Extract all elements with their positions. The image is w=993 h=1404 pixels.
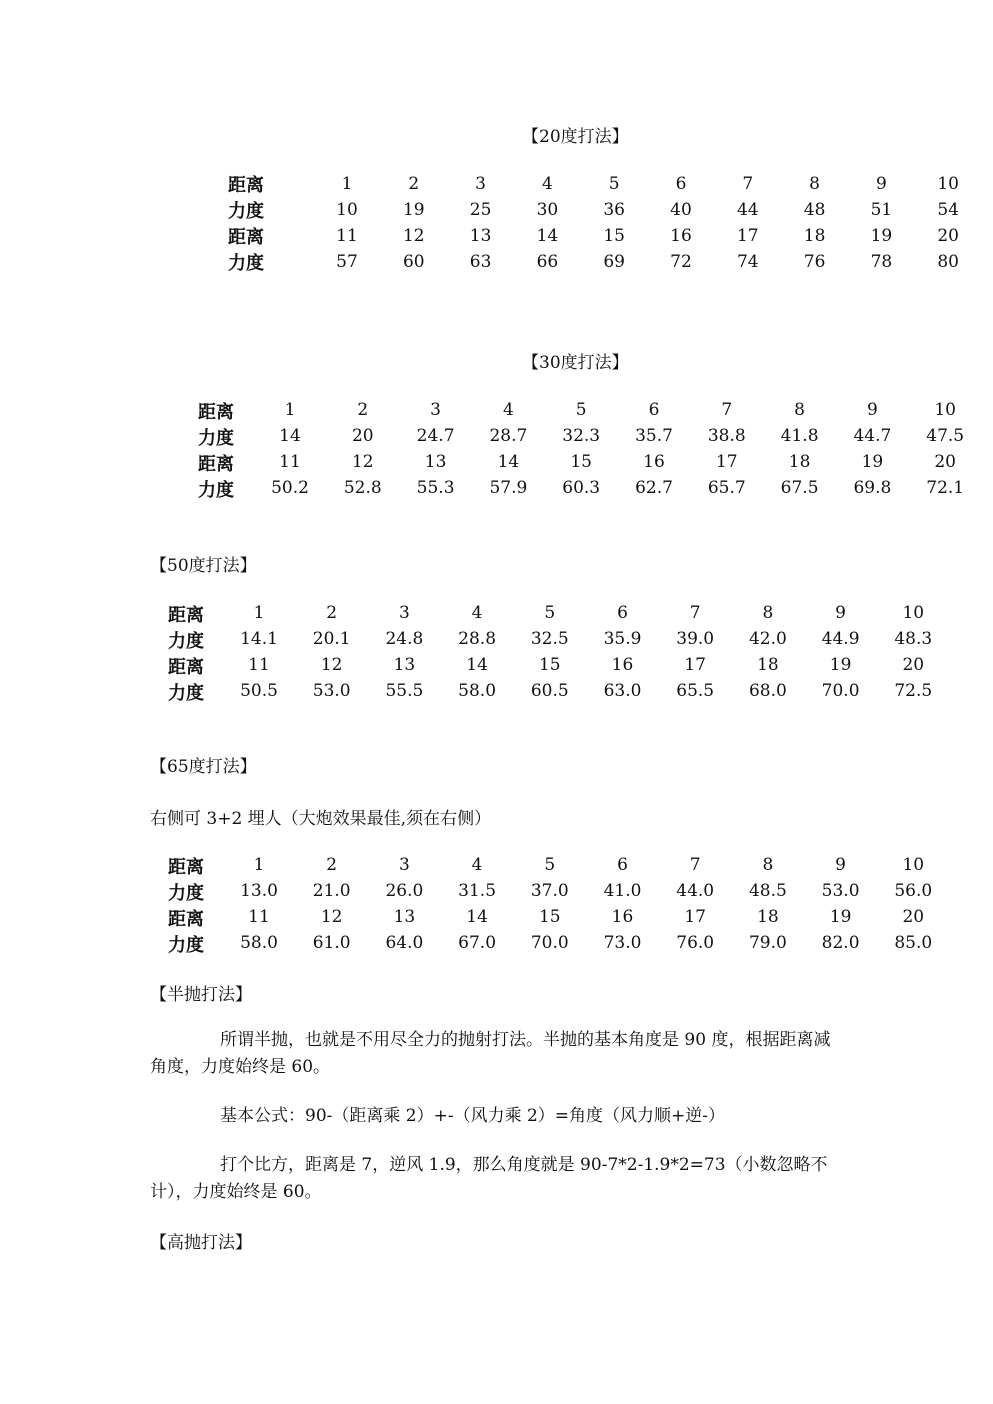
table-cell: 1 (253, 603, 265, 623)
table-cell: 2 (326, 855, 338, 875)
table-cell: 13 (393, 655, 416, 675)
table-cell: 79.0 (748, 933, 787, 953)
table-cell: 13 (424, 452, 447, 472)
table-cell: 19 (861, 452, 884, 472)
table-cell: 9 (835, 855, 846, 875)
row-label: 力度 (228, 201, 264, 222)
table-cell: 48.5 (748, 881, 787, 901)
row-label: 距离 (168, 605, 204, 626)
table-cell: 44.9 (821, 629, 860, 649)
table-cell: 16 (611, 655, 634, 675)
half-throw-example: 打个比方，距离是 7，逆风 1.9，那么角度就是 90-7*2-1.9*2=73（小数忽略不计），力度始终是 60。 (150, 1155, 828, 1202)
table-cell: 10 (336, 200, 358, 220)
table-cell: 65.7 (707, 478, 746, 498)
row-label: 力度 (168, 883, 204, 904)
row-label: 距离 (168, 857, 204, 878)
table-cell: 19 (829, 655, 852, 675)
table-cell: 66 (536, 252, 559, 272)
table-cell: 15 (538, 907, 561, 927)
table-cell: 13 (469, 226, 492, 246)
table-cell: 19 (829, 907, 852, 927)
table-cell: 20 (934, 452, 956, 472)
row-label: 力度 (228, 253, 264, 274)
table-cell: 57.9 (489, 478, 528, 498)
table-cell: 2 (357, 400, 369, 420)
table-cell: 58.0 (240, 933, 278, 953)
table-cell: 8 (809, 174, 820, 194)
high-throw-title: 【高抛打法】 (150, 1233, 252, 1253)
table-cell: 61.0 (312, 933, 351, 953)
table-cell: 42.0 (748, 629, 787, 649)
table-cell: 12 (402, 226, 425, 246)
table-cell: 14.1 (240, 629, 278, 649)
row-label: 距离 (198, 402, 234, 423)
table-cell: 7 (689, 855, 701, 875)
table-cell: 52.8 (343, 478, 382, 498)
table-cell: 55.3 (416, 478, 455, 498)
table-cell: 7 (689, 603, 701, 623)
half-throw-formula: 基本公式：90-（距离乘 2）+-（风力乘 2）=角度（风力顺+逆-） (220, 1106, 726, 1126)
table-cell: 15 (603, 226, 625, 246)
table-cell: 10 (934, 400, 956, 420)
table-cell: 20.1 (312, 629, 351, 649)
table-cell: 55.5 (385, 681, 424, 701)
table-cell: 11 (248, 907, 270, 927)
table-cell: 4 (471, 603, 483, 623)
table-cell: 54 (937, 200, 959, 220)
table-title-65: 【65度打法】 (150, 757, 257, 777)
table-cell: 8 (762, 603, 774, 623)
table-cell: 32.3 (562, 426, 601, 446)
table-cell: 16 (643, 452, 665, 472)
table-cell: 4 (471, 855, 483, 875)
table-cell: 13 (393, 907, 416, 927)
table-cell: 11 (248, 655, 270, 675)
table-cell: 12 (320, 655, 343, 675)
row-label: 距离 (168, 909, 204, 930)
table-note-65: 右侧可 3+2 埋人（大炮效果最佳,须在右侧） (150, 809, 492, 829)
table-cell: 14 (466, 655, 488, 675)
table-cell: 20 (902, 655, 925, 675)
table-cell: 3 (398, 855, 410, 875)
table-cell: 69 (603, 252, 625, 272)
table-cell: 10 (902, 603, 925, 623)
table-cell: 8 (762, 855, 774, 875)
table-cell: 16 (670, 226, 692, 246)
table-cell: 25 (469, 200, 492, 220)
table-cell: 76 (803, 252, 826, 272)
table-cell: 24.8 (385, 629, 424, 649)
table-cell: 18 (757, 655, 779, 675)
table-cell: 14 (279, 426, 301, 446)
table-cell: 44 (736, 200, 759, 220)
table-cell: 72.1 (926, 478, 965, 498)
table-cell: 17 (684, 655, 706, 675)
half-throw-title: 【半抛打法】 (150, 985, 252, 1005)
table-cell: 12 (351, 452, 374, 472)
table-cell: 78 (870, 252, 893, 272)
table-cell: 82.0 (821, 933, 860, 953)
table-cell: 3 (398, 603, 410, 623)
table-title-50: 【50度打法】 (150, 556, 257, 576)
table-cell: 10 (902, 855, 925, 875)
table-cell: 14 (466, 907, 488, 927)
table-cell: 35.9 (603, 629, 642, 649)
row-label: 力度 (168, 631, 204, 652)
table-cell: 44.0 (676, 881, 715, 901)
table-cell: 15 (538, 655, 561, 675)
table-cell: 38.8 (707, 426, 746, 446)
table-cell: 2 (326, 603, 338, 623)
table-cell: 41.0 (603, 881, 642, 901)
table-cell: 5 (608, 174, 620, 194)
table-cell: 9 (835, 603, 846, 623)
row-label: 力度 (168, 683, 204, 704)
table-cell: 6 (617, 855, 628, 875)
table-cell: 40 (670, 200, 692, 220)
table-cell: 5 (544, 855, 556, 875)
table-cell: 67.0 (458, 933, 497, 953)
table-cell: 18 (757, 907, 779, 927)
table-cell: 62.7 (635, 478, 673, 498)
table-cell: 4 (502, 400, 514, 420)
table-cell: 14 (536, 226, 559, 246)
table-cell: 44.7 (853, 426, 892, 446)
table-title-20: 【20度打法】 (522, 127, 629, 147)
table-cell: 17 (736, 226, 759, 246)
table-cell: 65.5 (676, 681, 715, 701)
table-cell: 57 (336, 252, 358, 272)
row-label: 力度 (198, 428, 234, 449)
table-cell: 26.0 (385, 881, 424, 901)
table-cell: 50.5 (240, 681, 278, 701)
table-cell: 41.8 (780, 426, 819, 446)
table-cell: 80 (937, 252, 959, 272)
row-label: 力度 (168, 935, 204, 956)
table-cell: 7 (742, 174, 754, 194)
table-cell: 11 (336, 226, 358, 246)
table-cell: 85.0 (894, 933, 933, 953)
table-cell: 18 (788, 452, 811, 472)
table-cell: 4 (541, 174, 553, 194)
table-cell: 53.0 (821, 881, 860, 901)
table-cell: 72 (670, 252, 692, 272)
table-cell: 24.7 (416, 426, 455, 446)
table-cell: 19 (402, 200, 425, 220)
table-cell: 58.0 (458, 681, 497, 701)
row-label: 距离 (198, 454, 234, 475)
table-cell: 28.8 (458, 629, 497, 649)
table-cell: 48 (803, 200, 826, 220)
table-cell: 60.5 (530, 681, 569, 701)
table-cell: 1 (341, 174, 353, 194)
table-cell: 3 (430, 400, 441, 420)
row-label: 距离 (228, 175, 264, 196)
table-cell: 21.0 (312, 881, 351, 901)
table-cell: 28.7 (489, 426, 528, 446)
table-cell: 60.3 (562, 478, 601, 498)
table-cell: 18 (803, 226, 826, 246)
table-cell: 39.0 (676, 629, 715, 649)
half-throw-paragraph-1: 所谓半抛，也就是不用尽全力的抛射打法。半抛的基本角度是 90 度，根据距离减角度，力度始终是 60。 (150, 1030, 831, 1077)
table-cell: 17 (715, 452, 738, 472)
table-cell: 74 (736, 252, 759, 272)
table-cell: 70.0 (821, 681, 860, 701)
table-cell: 13.0 (240, 881, 278, 901)
table-cell: 3 (475, 174, 486, 194)
table-cell: 70.0 (530, 933, 569, 953)
table-cell: 8 (794, 400, 805, 420)
table-cell: 72.5 (894, 681, 933, 701)
table-cell: 64.0 (385, 933, 424, 953)
table-cell: 17 (684, 907, 706, 927)
table-cell: 14 (497, 452, 520, 472)
table-cell: 6 (617, 603, 628, 623)
table-cell: 9 (875, 174, 887, 194)
table-cell: 2 (408, 174, 420, 194)
table-cell: 30 (536, 200, 559, 220)
table-cell: 20 (902, 907, 925, 927)
table-cell: 51 (870, 200, 893, 220)
table-cell: 60 (402, 252, 425, 272)
row-label: 距离 (168, 657, 204, 678)
table-cell: 20 (351, 426, 374, 446)
table-cell: 6 (675, 174, 687, 194)
table-cell: 48.3 (894, 629, 933, 649)
table-cell: 16 (611, 907, 634, 927)
table-cell: 15 (570, 452, 592, 472)
table-cell: 32.5 (530, 629, 569, 649)
table-cell: 1 (253, 855, 265, 875)
table-cell: 10 (937, 174, 959, 194)
table-cell: 20 (937, 226, 959, 246)
table-cell: 53.0 (312, 681, 351, 701)
table-cell: 37.0 (530, 881, 569, 901)
table-cell: 50.2 (271, 478, 309, 498)
table-cell: 12 (320, 907, 343, 927)
table-cell: 11 (279, 452, 301, 472)
table-cell: 56.0 (894, 881, 933, 901)
table-cell: 68.0 (748, 681, 787, 701)
table-cell: 67.5 (780, 478, 819, 498)
table-cell: 5 (544, 603, 556, 623)
table-cell: 6 (648, 400, 660, 420)
table-cell: 19 (870, 226, 893, 246)
table-cell: 1 (284, 400, 296, 420)
table-cell: 73.0 (603, 933, 642, 953)
table-cell: 63.0 (603, 681, 642, 701)
table-cell: 7 (721, 400, 733, 420)
table-cell: 9 (866, 400, 878, 420)
table-cell: 35.7 (635, 426, 673, 446)
table-cell: 63 (469, 252, 492, 272)
table-cell: 76.0 (676, 933, 715, 953)
table-title-30: 【30度打法】 (522, 353, 629, 373)
table-cell: 36 (603, 200, 625, 220)
row-label: 力度 (198, 480, 234, 501)
table-cell: 69.8 (853, 478, 892, 498)
row-label: 距离 (228, 227, 264, 248)
table-cell: 31.5 (458, 881, 497, 901)
table-cell: 47.5 (926, 426, 965, 446)
table-cell: 5 (575, 400, 587, 420)
